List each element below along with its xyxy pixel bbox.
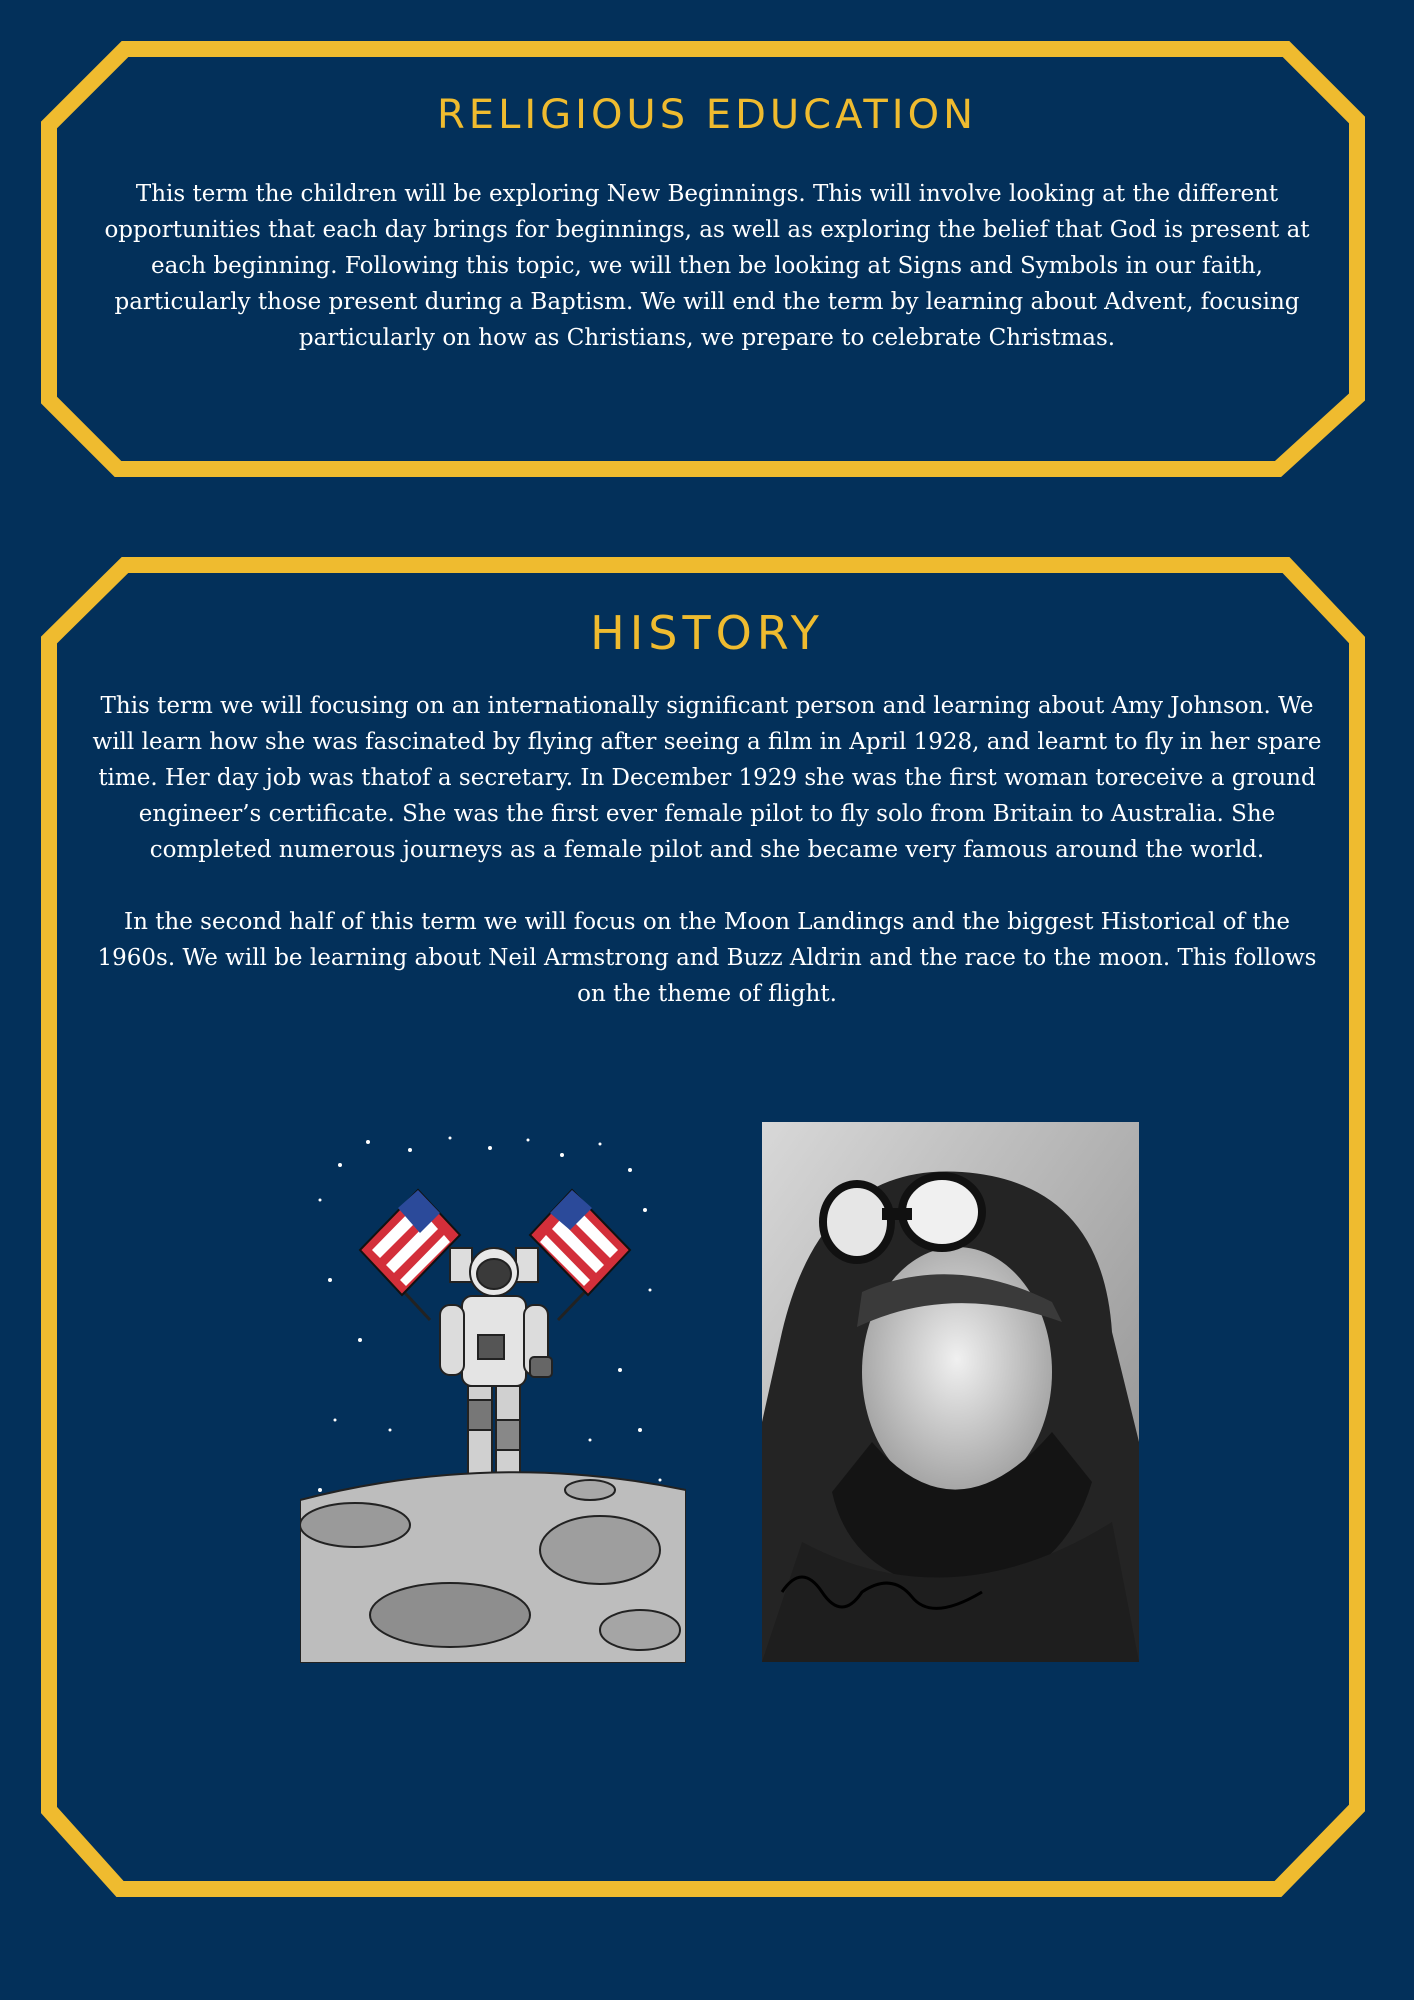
astronaut-illustration [300, 1130, 686, 1663]
moon-surface [300, 1472, 686, 1663]
amy-johnson-portrait [762, 1122, 1139, 1662]
history-section [80, 600, 1334, 1012]
history-paragraph-moon-landings: In the second half of this term we will focus on the Moon Landings and the biggest Historical of the 1960s. We will be learning about Neil Armstrong and Buzz Aldrin and the race to the moon. This follows on the theme of flight. [97, 909, 1317, 1007]
religious-education-heading: RELIGIOUS EDUCATION [437, 92, 977, 138]
history-paragraph-amy-johnson: This term we will focusing on an internationally significant person and learning about Amy Johnson. We will learn how she was fascinated by flying after seeing a film in April 1928, and learnt to fly in her spare time. Her day job was thatof a secretary. In December 1929 she was the first woman toreceive a ground engineer’s certificate. She was the first ever female pilot to fly solo from Britain to Australia. She completed numerous journeys as a female pilot and she became very famous around the world. [92, 693, 1322, 863]
religious-education-text: This term the children will be exploring New Beginnings. This will involve looking at the different opportunities that each day brings for beginnings, as well as exploring the belief that God is present at each beginning. Following this topic, we will then be looking at Signs and Symbols in our faith, particularly those present during a Baptism. We will end the term by learning about Advent, focusing particularly on how as Christians, we prepare to celebrate Christmas. [104, 181, 1310, 351]
religious-education-section [80, 90, 1334, 379]
history-text [80, 688, 1334, 1012]
history-heading: HISTORY [590, 606, 824, 660]
